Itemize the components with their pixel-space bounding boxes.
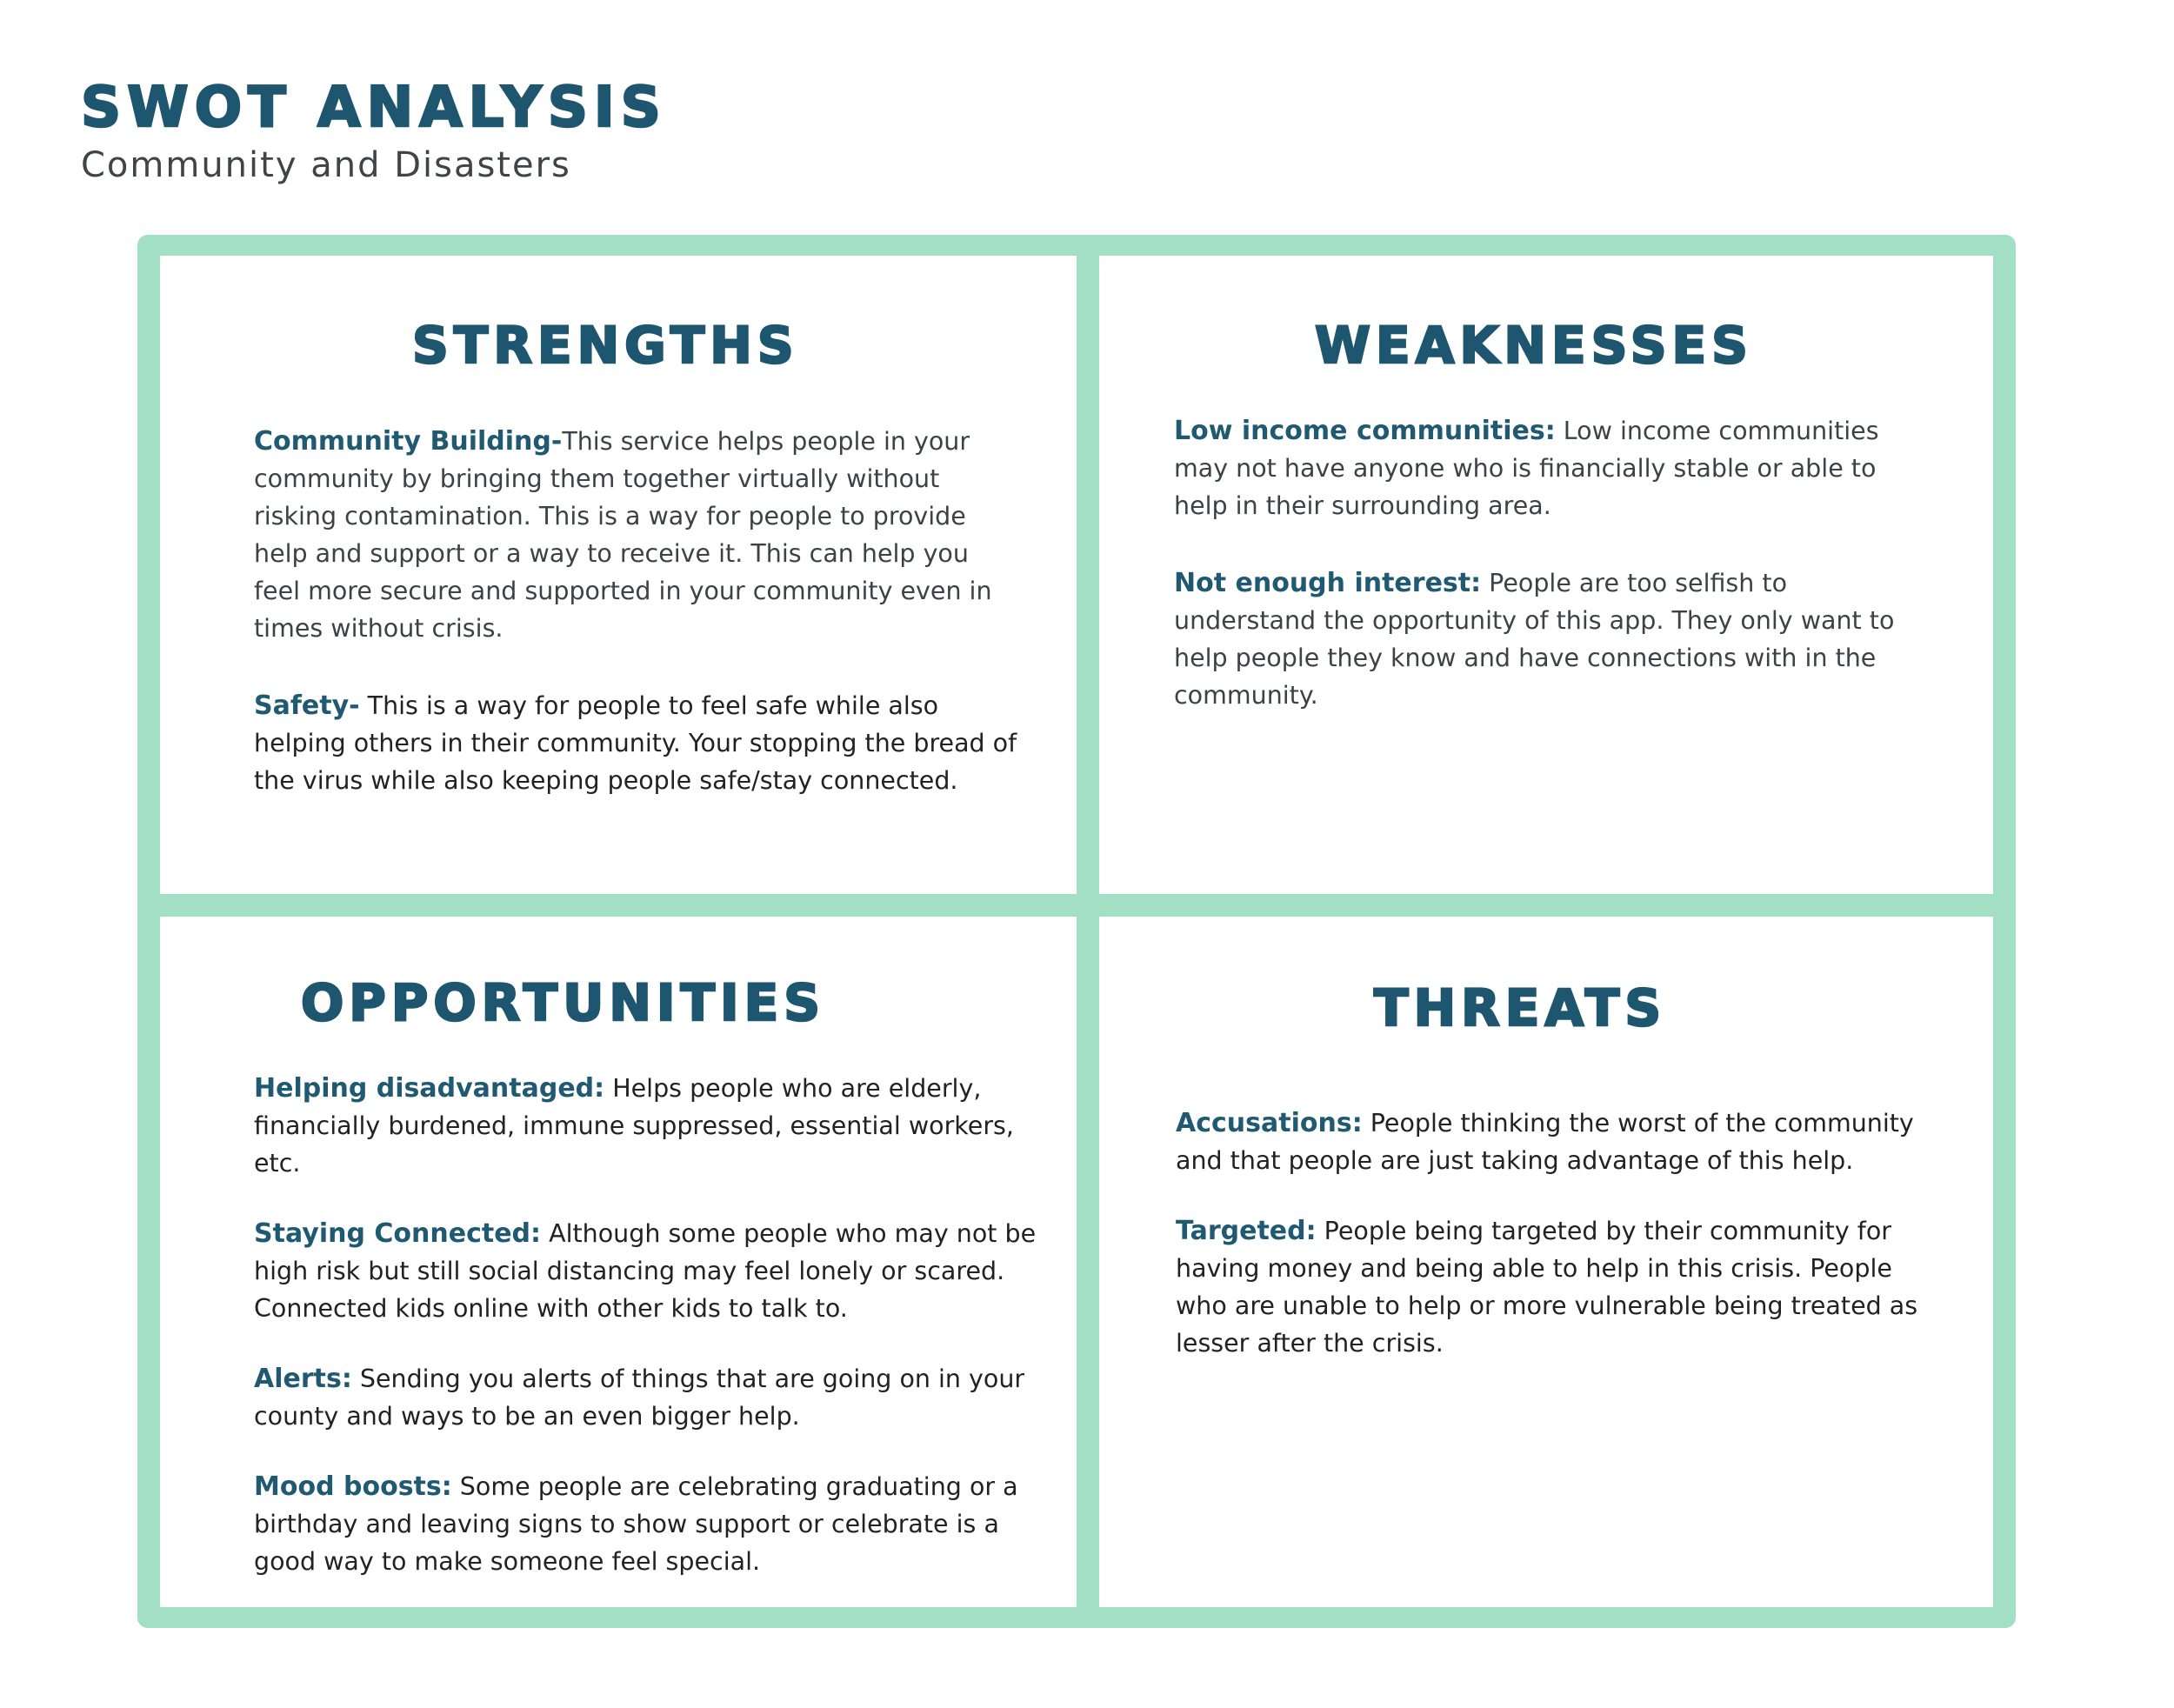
strengths-item	[254, 423, 1019, 647]
threats-item-title: Targeted:	[1176, 1216, 1317, 1246]
strengths-item	[254, 687, 1019, 799]
threats-item-title: Accusations:	[1176, 1108, 1363, 1138]
opportunities-item	[254, 1360, 1037, 1435]
threats-item	[1176, 1212, 1924, 1362]
page-title: SWOT ANALYSIS	[81, 76, 667, 140]
weaknesses-heading: WEAKNESSES	[1315, 316, 1753, 375]
weaknesses-quadrant	[1099, 256, 1993, 894]
opportunities-item-text: Sending you alerts of things that are going on in your county and ways to be an even bigger help.	[254, 1364, 1025, 1431]
strengths-item-title: Safety-	[254, 691, 360, 721]
opportunities-item-title: Helping disadvantaged:	[254, 1073, 605, 1104]
weaknesses-item-text: Low income communities may not have anyone who is financially stable or able to help in their surrounding area.	[1174, 417, 1879, 520]
opportunities-item	[254, 1468, 1037, 1580]
threats-item-text: People thinking the worst of the community and that people are just taking advantage of this help.	[1176, 1109, 1914, 1175]
opportunities-quadrant	[160, 917, 1077, 1607]
weaknesses-item	[1174, 564, 1913, 714]
opportunities-body	[254, 1070, 1037, 1580]
strengths-quadrant	[160, 256, 1077, 894]
threats-heading: THREATS	[1374, 978, 1667, 1037]
opportunities-heading: OPPORTUNITIES	[301, 973, 826, 1032]
threats-quadrant	[1099, 917, 1993, 1607]
weaknesses-body	[1174, 412, 1913, 714]
strengths-item-title: Community Building-	[254, 426, 563, 457]
opportunities-item-title: Mood boosts:	[254, 1471, 452, 1502]
swot-grid	[137, 235, 2016, 1628]
opportunities-item	[254, 1070, 1037, 1182]
weaknesses-item	[1174, 412, 1913, 524]
strengths-item-text: This is a way for people to feel safe while also helping others in their community. Your stopping the bread of the virus while also keeping people safe/stay connected.	[254, 691, 1017, 795]
page-subtitle: Community and Disasters	[81, 145, 571, 185]
strengths-heading: STRENGTHS	[412, 316, 799, 375]
threats-item	[1176, 1104, 1924, 1179]
opportunities-item-title: Alerts:	[254, 1364, 352, 1394]
threats-body	[1176, 1104, 1924, 1362]
document-header	[81, 76, 667, 185]
strengths-item-text: This service helps people in your community by bringing them together virtually without risking contamination. This is a way for people to provide help and support or a way to receive it. This can help you feel more secure and supported in your community even in times without crisis.	[254, 427, 992, 643]
strengths-body	[254, 423, 1019, 799]
weaknesses-item-title: Not enough interest:	[1174, 568, 1482, 598]
threats-item-text: People being targeted by their community for having money and being able to help in this crisis. People who are unable to help or more vulnerable being treated as lesser after the crisis.	[1176, 1217, 1918, 1358]
opportunities-item-title: Staying Connected:	[254, 1218, 542, 1249]
opportunities-item-text: Although some people who may not be high risk but still social distancing may feel lonely or scared. Connected kids online with other kids to talk to.	[254, 1219, 1037, 1323]
opportunities-item-text: Some people are celebrating graduating or a birthday and leaving signs to show support or celebrate is a good way to make someone feel special.	[254, 1472, 1018, 1576]
opportunities-item-text: Helps people who are elderly, financially burdened, immune suppressed, essential workers, etc.	[254, 1074, 1014, 1178]
opportunities-item	[254, 1215, 1037, 1327]
weaknesses-item-text: People are too selfish to understand the opportunity of this app. They only want to help people they know and have connections with in the community.	[1174, 569, 1895, 710]
weaknesses-item-title: Low income communities:	[1174, 416, 1556, 446]
